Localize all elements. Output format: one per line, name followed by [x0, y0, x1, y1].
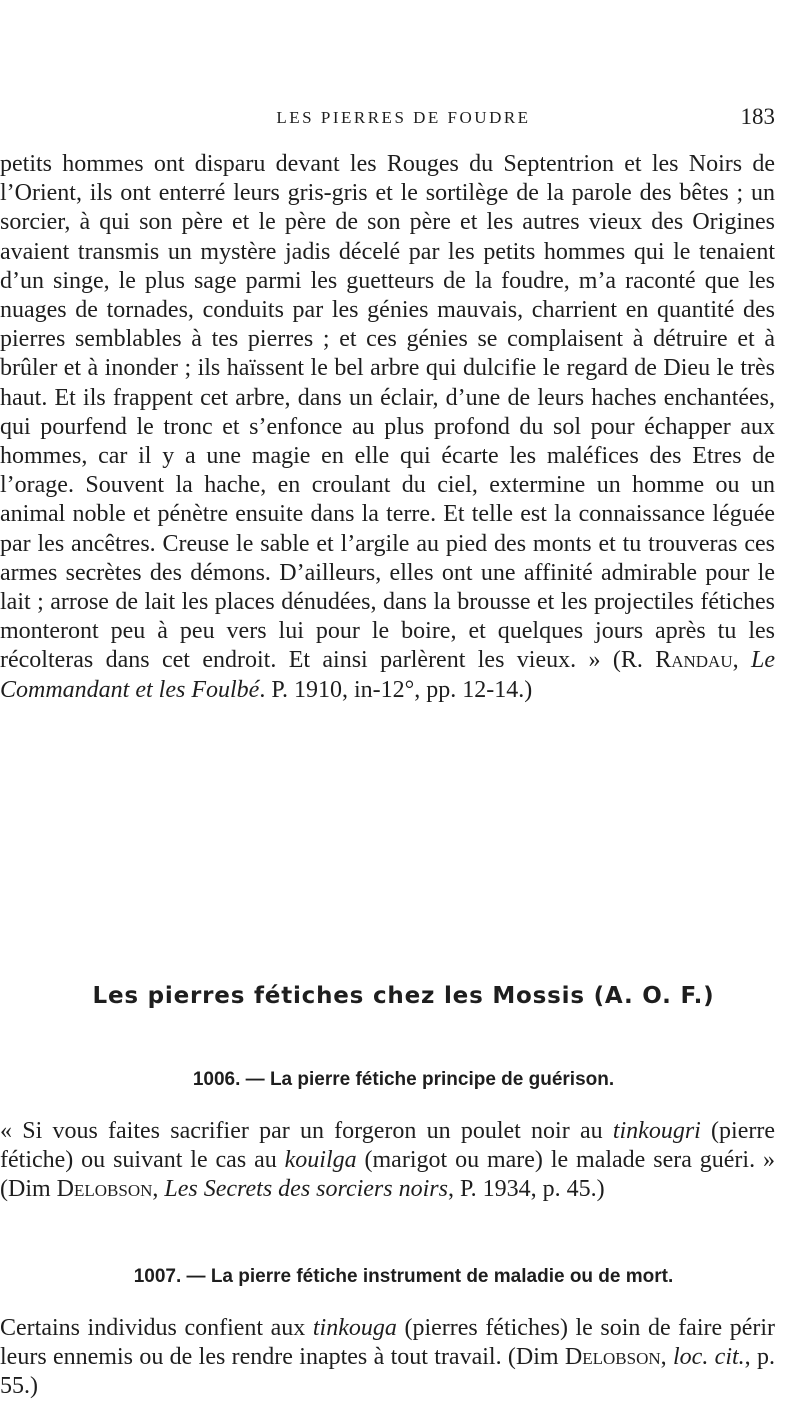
entry-1007-term-tinkouga: tinkouga: [312, 1315, 397, 1341]
citation-details: . P. 1910, in-12°, pp. 12-14.): [259, 676, 533, 703]
continued-quotation-paragraph: [0, 150, 775, 705]
page-header: [0, 104, 807, 138]
entry-1007-text-2: (pierres fétiches) le soin de faire périr leurs ennemis ou de les rendre inaptes à tout travail. (Dim: [0, 1315, 776, 1371]
entry-1007-loc-cit: loc. cit.: [673, 1344, 745, 1371]
entry-1007-details: , p. 55.): [0, 1344, 775, 1400]
citation-author: Randau: [655, 647, 733, 674]
entry-1007-text-1: Certains individus confient aux: [0, 1315, 313, 1341]
entry-1006-heading: 1006. — La pierre fétiche principe de guérison.: [192, 1069, 615, 1090]
entry-1006-separator: ,: [152, 1176, 165, 1203]
entry-1006-term-kouilga: kouilga: [284, 1147, 357, 1174]
entry-1006-paragraph: [0, 1117, 775, 1205]
citation-title: Le Commandant et les Foulbé: [0, 647, 775, 703]
entry-1006-text-2: (pierre fétiche) ou suivant le cas au: [0, 1118, 776, 1174]
entry-1007-separator: ,: [660, 1344, 673, 1371]
running-title: LES PIERRES DE FOUDRE: [276, 108, 531, 127]
section-title: Les pierres fétiches chez les Mossis (A. O. F.): [92, 983, 715, 1009]
page-number: 183: [740, 104, 775, 129]
quotation-text: petits hommes ont disparu devant les Rouges du Septentrion et les Noirs de l’Orient, ils ont enterré leurs gris-gris et le sortilège de la parole des bêtes ; un sorcier, à qui son père et le père de son père et les autres vieux des Origines avaient transmis un mystère jadis décelé par les petits hommes qui le tenaient d’un singe, le plus sage parmi les guetteurs de la foudre, m’a raconté que les nuages de tornades, conduits par les génies mauvais, charrient en quantité des pierres semblables à tes pierres ; et ces génies se complaisent à détruire et à brûler et à inonder ; ils haïssent le bel arbre qui dulcifie le regard de Dieu le très haut. Et ils frappent cet arbre, dans un éclair, d’une de leurs haches enchantées, qui pourfend le tronc et s’enfonce au plus profond du sol pour échapper aux hommes, car il y a une magie en elle qui écarte les maléfices des Etres de l’orage. Souvent la hache, en croulant du ciel, extermine un homme ou un animal noble et pénètre ensuite dans la terre. Et telle est la connaissance léguée par les ancêtres. Creuse le sable et l’argile au pied des monts et tu trouveras ces armes secrètes des démons. D’ailleurs, elles ont une affinité admirable pour le lait ; arrose de lait les places dénudées, dans la brousse et les projectiles fétiches monteront peu à peu vers lui pour le boire, et quelques jours après tu les récolteras dans cet endroit. Et ainsi parlèrent les vieux. »: [0, 151, 775, 674]
entry-1006-text-3: (marigot ou mare) le malade sera guéri. » (Dim: [0, 1147, 775, 1203]
citation-separator: ,: [732, 647, 751, 674]
entry-1007-author: Delobson: [564, 1344, 661, 1371]
entry-1007-paragraph: [0, 1314, 775, 1402]
citation-open: (R.: [612, 647, 656, 674]
entry-1007-heading: 1007. — La pierre fétiche instrument de maladie ou de mort.: [133, 1266, 674, 1287]
entry-1006-term-tinkougri: tinkougri: [612, 1118, 701, 1144]
entry-1006-details: , P. 1934, p. 45.): [447, 1176, 605, 1203]
entry-1006-text-1: « Si vous faites sacrifier par un forgeron un poulet noir au: [0, 1118, 613, 1144]
entry-1006-work-title: Les Secrets des sorciers noirs: [164, 1176, 448, 1203]
entry-1006-author: Delobson: [56, 1176, 153, 1203]
